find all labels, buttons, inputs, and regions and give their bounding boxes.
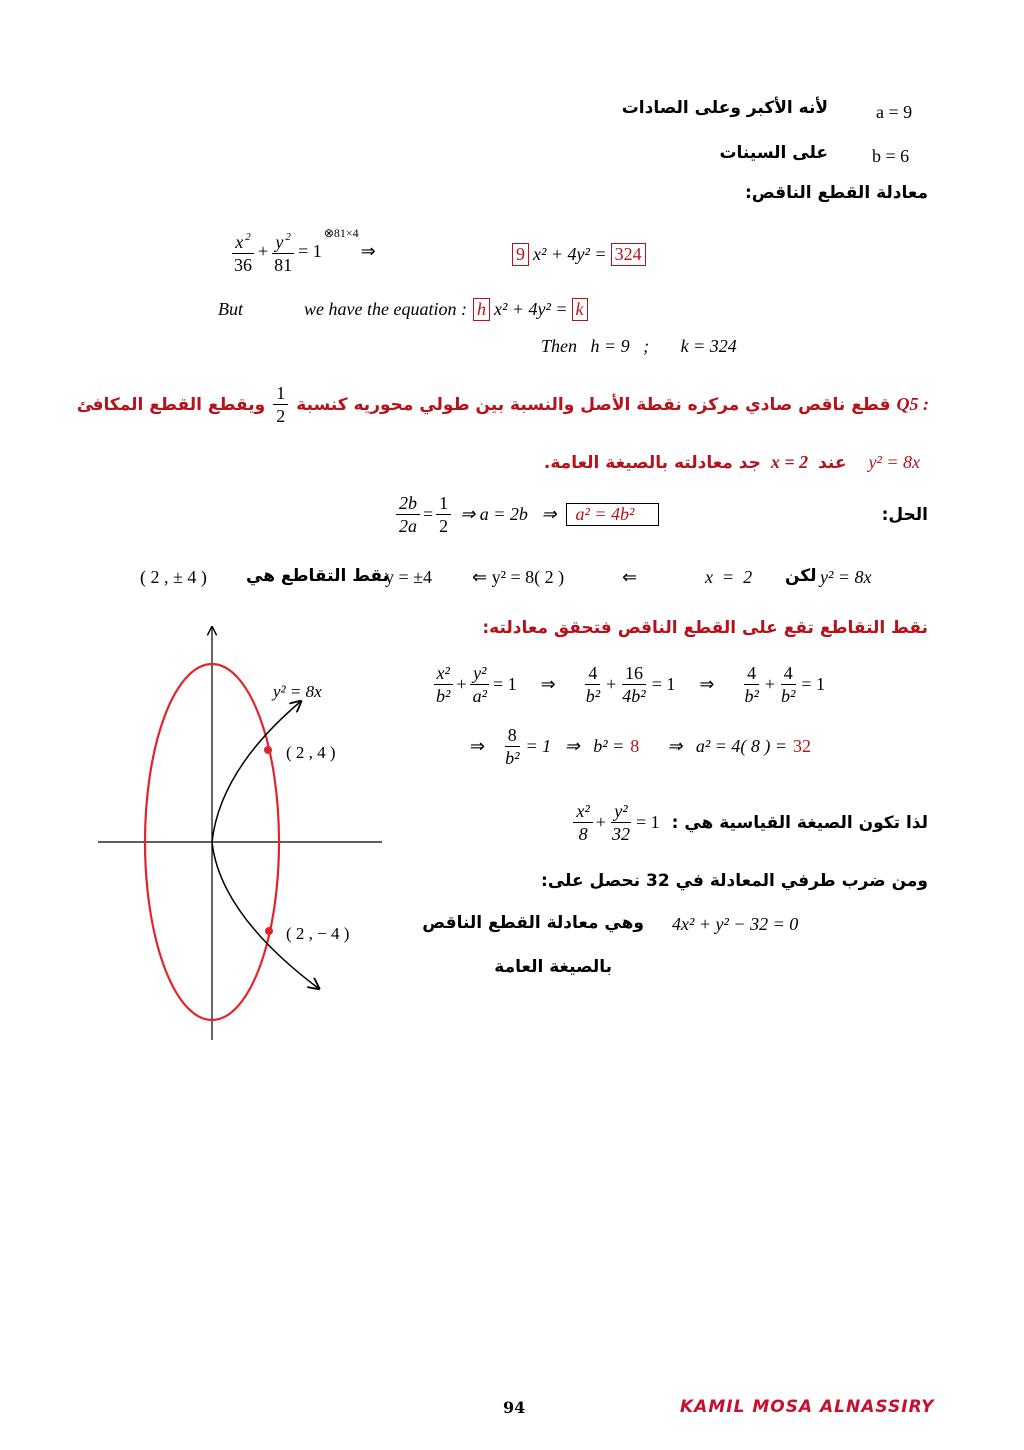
point-bottom-label: ( 2 , − 4 ) [286,924,350,943]
substitution-equation: $\frac{\text{x²}}{\text{b²}}$ + $\frac{\text{y²}}{\text{a²}}$ = 1 ⇒ $\frac{4}{\text{b²}}$ + $\frac{16}{\text{4b²}}$ = 1 ⇒ $\frac{4}{\text{b²}}$ + $\frac{4}{\text{b²}}$ = 1 [430,662,825,707]
but-word: But [218,299,243,319]
axis-ratio-equation: $\frac{2b}{2a}$ = $\frac{1}{2}$ ⇒ a = 2b ⇒ a² = 4b² [393,492,659,537]
point-top-label: ( 2 , 4 ) [286,743,336,762]
parabola-lower [212,842,318,988]
standard-equation-36-81: $\frac{x ^2}{36}$ + $\frac{y ^2}{81}$ = 1 ⊗81×4 ⇒ [234,225,376,275]
a-value: a = 9 [876,102,913,122]
a-reason: لأنه الأكبر وعلى الصادات [621,98,828,118]
parabola-label: y² = 8x [273,682,322,701]
intersection-point-top [264,746,272,754]
intersection-point-bottom [265,927,273,935]
then-line: Then h = 9 ; k = 324 [541,336,737,356]
question-5-line2: y² = 8x عند x = 2 جد معادلته بالصيغة العامة. [543,452,920,473]
general-equation-hk: we have the equation : h x² + 4y² = k [304,298,588,321]
general-form-label-2: بالصيغة العامة [494,957,612,977]
solve-b-a-equation: ⇒ $\frac{8}{\text{b²}}$ = 1 ⇒ b² = 8 ⇒ a² = 4( 8 ) = 32 [470,725,812,768]
result-equation: 9 x² + 4y² = 324 [512,243,646,266]
multiply-line: ومن ضرب طرفي المعادلة في 32 نحصل على: [541,871,928,891]
intersection-line: ( 2 , ± 4 ) نقط التقاطع هي y = ±4 ⇐ y² = 8( 2 ) ⇐ x = 2 لكن y² = 8x [140,566,872,587]
general-form-label: وهي معادلة القطع الناقص [422,913,644,933]
parabola-upper [212,702,300,842]
b-reason: على السينات [719,143,828,163]
author-name: KAMIL MOSA ALNASSIRY [680,1397,935,1417]
b-value: b = 6 [872,146,910,166]
standard-form: لذا تكون الصيغة القياسية هي : $\frac{\text{x²}}{8}$ + $\frac{\text{y²}}{32}$ = 1 [570,800,928,845]
solution-label: الحل: [881,505,928,525]
page-number: 94 [503,1398,526,1417]
ellipse-eq-heading: معادلة القطع الناقص: [744,183,928,203]
intersection-heading: نقط التقاطع تقع على القطع الناقص فتحقق معادلته: [482,618,928,638]
question-5: Q5 : قطع ناقص صادي مركزه نقطة الأصل والنسبة بين طولي محوريه كنسبة $\frac{1}{2}$ ويقطع القطع المكافئ [76,383,929,426]
general-form-equation: 4x² + y² − 32 = 0 [672,914,799,934]
ellipse-parabola-graph [90,620,390,1050]
